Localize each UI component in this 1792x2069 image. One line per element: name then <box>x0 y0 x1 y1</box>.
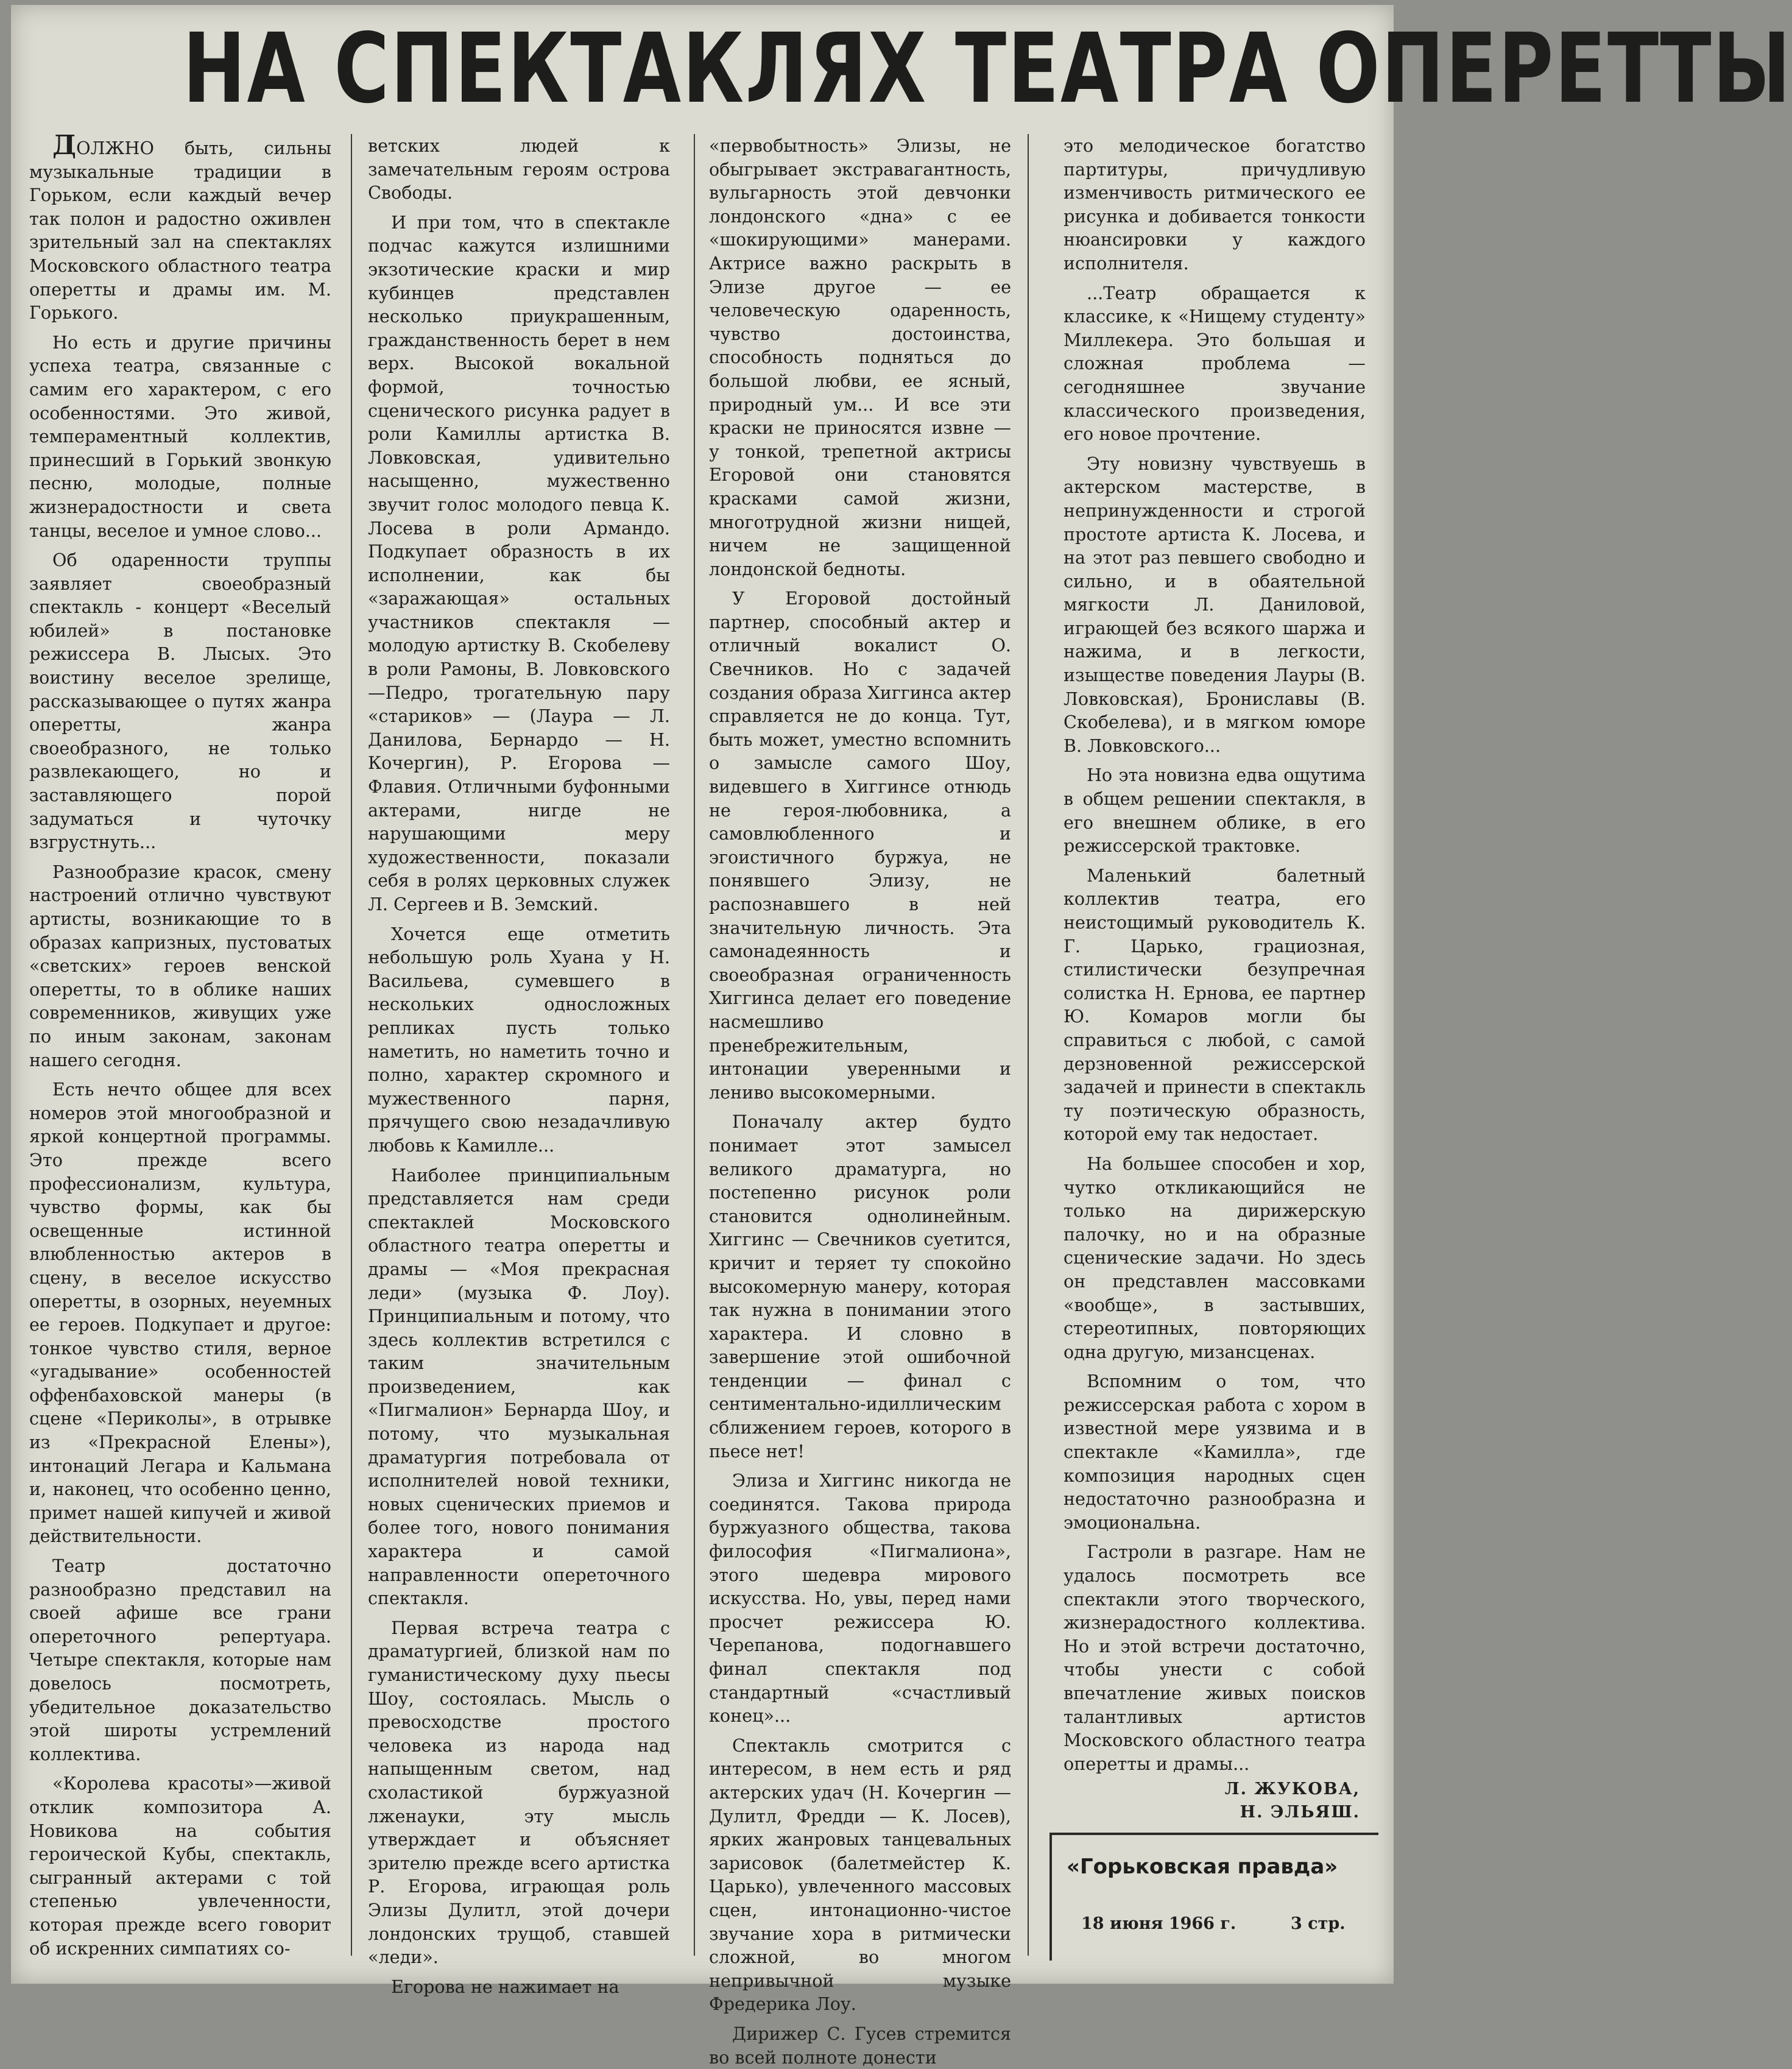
page-number: 3 стр. <box>1291 1914 1346 1933</box>
article-paragraph: Первая встреча театра с драматургией, близкой нам по гуманистическому духу пьесы Шоу, состоялась. Мысль о превосходстве простого человека из народа над напыщенным светом, над схоластикой буржуазной лженауки, эту мысль утверждает и объясняет зрителю прежде всего артистка Р. Егорова, играющая роль Элизы Дулитл, этой дочери лондонских трущоб, ставшей «леди». <box>368 1617 670 1968</box>
article-paragraph: Маленький балетный коллектив театра, его неистощимый руководитель К. Г. Царько, грациозная, стилистически безупречная солистка Н. Ернова, ее партнер Ю. Комаров могли бы справиться с любой, с самой дерзновенной режиссерской задачей и принести в спектакль ту поэтическую образность, которой ему так недостает. <box>1064 865 1366 1145</box>
article-column-3 <box>709 134 1011 2068</box>
article-paragraph: Поначалу актер будто понимает этот замысел великого драматурга, но постепенно рисунок роли становится однолинейным. Хиггинс — Свечников суетится, кричит и теряет ту спокойно высокомерную манеру, которая так нужна в понимании этого характера. И словно в завершение этой ошибочной тенденции — финал с сентиментально-идиллическим сближением героев, которого в пьесе нет! <box>709 1111 1011 1462</box>
article-paragraph: Эту новизну чувствуешь в актерском мастерстве, в непринужденности и строгой простоте артиста К. Лосева, и на этот раз певшего свободно и сильно, и в обаятельной мягкости Л. Даниловой, играющей без всякого шаржа и нажима, и в легкости, изыществе поведения Лауры (В. Ловковская), Брониславы (В. Скобелева), и в мягком юморе В. Ловковского... <box>1064 453 1366 756</box>
source-attribution <box>1049 1833 1378 1961</box>
article-column-4 <box>1064 134 1366 1956</box>
article-paragraph: «первобытность» Элизы, не обыгрывает экстравагантность, вульгарность этой девчонки лондонского «дна» с ее «шокирующими» манерами. Актрисе важно раскрыть в Элизе другое — ее человеческую одаренность, чувство достоинства, способность подняться до большой любви, ее ясный, природный ум... И все эти краски не приносятся извне — у тонкой, трепетной актрисы Егоровой они становятся красками самой жизни, многотрудной жизни нищей, ничем не защищенной лондонской бедноты. <box>709 135 1011 579</box>
newspaper-clipping <box>11 5 1792 2068</box>
article-paragraph: Но эта новизна едва ощутима в общем решении спектакля, в его внешнем облике, в его режиссерской трактовке. <box>1064 765 1366 857</box>
article-paragraph: У Егоровой достойный партнер, способный актер и отличный вокалист О. Свечников. Но с задачей создания образа Хиггинса актер справляется не до конца. Тут, быть может, уместно вспомнить о замысле самого Шоу, видевшего в Хиггинсе отнюдь не героя-любовника, а самовлюбленного и эгоистичного буржуа, не понявшего Элизу, не распознавшего в ней значительную личность. Эта самонадеянность и своеобразная ограниченность Хиггинса делает его поведение насмешливо пренебрежительным, интонации уверенными и лениво высокомерными. <box>709 588 1011 1103</box>
article-paragraph: Дирижер С. Гусев стремится во всей полноте донести <box>709 2023 1011 2068</box>
author-name: Н. ЭЛЬЯШ. <box>1240 1803 1360 1822</box>
column-rule <box>1028 134 1029 1956</box>
article-paragraph: Элиза и Хиггинс никогда не соединятся. Такова природа буржуазного общества, такова философия «Пигмалиона», этого шедевра мирового искусства. Но, увы, перед нами просчет режиссера Ю. Черепанова, подогнавшего финал спектакля под стандартный «счастливый конец»... <box>709 1470 1011 1727</box>
article-paragraph: Гастроли в разгаре. Нам не удалось посмотреть все спектакли этого творческого, жизнерадостного коллектива. Но и этой встречи достаточно, чтобы унести с собой впечатление живых поисков талантливых артистов Московского областного театра оперетты и драмы... <box>1064 1541 1366 1774</box>
article-paragraph: Спектакль смотрится с интересом, в нем есть и ряд актерских удач (Н. Кочергин — Дулитл, Фредди — К. Лосев), ярких жанровых танцевальных зарисовок (балетмейстер К. Царько), увлеченного массовых сцен, интонационно-чистое звучание хора в ритмически сложной, во многом непривычной музыке Фредерика Лоу. <box>709 1735 1011 2015</box>
article-paragraph: Есть нечто общее для всех номеров этой многообразной и яркой концертной программы. Это прежде всего профессионализм, культура, чувство формы, как бы освещенные истинной влюбленностью актеров в сцену, в веселое искусство оперетты, в озорных, неуемных ее героев. Подкупает и другое: тонкое чувство стиля, верное «угадывание» особенностей оффенбаховской манеры (в сцене «Периколы», в отрывке из «Прекрасной Елены»), интонаций Легара и Кальмана и, наконец, что особенно ценно, примет нашей кипучей и живой действительности. <box>29 1079 331 1547</box>
newspaper-name: «Горьковская правда» <box>1067 1855 1338 1879</box>
article-paragraph: ...Театр обращается к классике, к «Нищему студенту» Миллекера. Это большая и сложная проблема — сегодняшнее звучание классического произведения, его новое прочтение. <box>1064 282 1366 445</box>
article-paragraph: «Королева красоты»—живой отклик композитора А. Новикова на события героической Кубы, спектакль, сыгранный актерами с той степенью увлеченности, которая прежде всего говорит об искренних симпатиях со- <box>29 1773 331 1959</box>
article-paragraph: И при том, что в спектакле подчас кажутся излишними экзотические краски и мир кубинцев представлен несколько приукрашенным, гражданственность берет в нем верх. Высокой вокальной формой, точностью сценического рисунка радует в роли Камиллы артистка В. Ловковская, удивительно насыщенно, мужественно звучит голос молодого певца К. Лосева в роли Армандо. Подкупает образность в их исполнении, как бы «заражающая» остальных участников спектакля — молодую артистку В. Скобелеву в роли Рамоны, В. Ловковского—Педро, трогательную пару «стариков» — (Лаура — Л. Данилова, Бернардо — Н. Кочергин), Р. Егорова — Флавия. Отличными буфонными актерами, нигде не нарушающими меру художественности, показали себя в ролях церковных служек Л. Сергеев и В. Земский. <box>368 211 670 914</box>
article-paragraph: Егорова не нажимает на <box>391 1976 619 1997</box>
article-paragraph: Разнообразие красок, смену настроений отлично чувствуют артисты, возникающие то в образах капризных, пустоватых «светских» героев венской оперетты, то в облике наших современников, живущих уже по иным законам, законам нашего сегодня. <box>29 861 331 1070</box>
article-paragraph: Но есть и другие причины успеха театра, связанные с самим его характером, с его особенностями. Это живой, темпераментный коллектив, принесший в Горький звонкую песню, молодые, полные жизнерадостности и света танцы, веселое и умное слово... <box>29 331 331 541</box>
article-paragraph: ДОЛЖНО быть, сильны музыкальные традиции в Горьком, если каждый вечер так полон и радостно оживлен зрительный зал на спектаклях Московского областного театра оперетты и драмы им. М. Горького. <box>29 130 331 324</box>
article-paragraph: Театр достаточно разнообразно представил на своей афише все грани опереточного репертуара. Четыре спектакля, которые нам довелось посмотреть, убедительное доказательство этой широты устремлений коллектива. <box>29 1555 331 1764</box>
author-name: Л. ЖУКОВА, <box>1224 1780 1360 1798</box>
article-column-1 <box>29 130 331 1959</box>
article-paragraph: На большее способен и хор, чутко откликающийся не только на дирижерскую палочку, но и на образные сценические задачи. Но здесь он представлен массовками «вообще», в застывших, стереотипных, повторяющих одна другую, мизансценах. <box>1064 1153 1366 1362</box>
article-paragraph: Хочется еще отметить небольшую роль Хуана у Н. Васильева, сумевшего в нескольких односложных репликах пусть только наметить, но наметить точно и полно, характер скромного и мужественного парня, прячущего свою незадачливую любовь к Камилле... <box>368 923 670 1156</box>
column-rule <box>351 134 352 1956</box>
article-paragraph: Об одаренности труппы заявляет своеобразный спектакль - концерт «Веселый юбилей» в постановке режиссера В. Лысых. Это воистину веселое зрелище, рассказывающее о путях жанра оперетты, жанра своеобразного, не только развлекающего, но и заставляющего порой задуматься и чуточку взгрустнуть... <box>29 550 331 853</box>
article-paragraph: ветских людей к замечательным героям острова Свободы. <box>368 135 670 203</box>
article-column-2 <box>368 134 670 1997</box>
publication-date: 18 июня 1966 г. <box>1081 1914 1236 1933</box>
article-paragraph: Вспомним о том, что режиссерская работа с хором в известной мере уязвима и в спектакле «Камилла», где композиция народных сцен недостаточно разнообразна и эмоциональна. <box>1064 1371 1366 1533</box>
author-signature <box>1211 1778 1360 1824</box>
column-rule <box>694 134 695 1956</box>
article-paragraph: это мелодическое богатство партитуры, причудливую изменчивость ритмического ее рисунка и добивается тонкости нюансировки у каждого исполнителя. <box>1064 135 1366 274</box>
article-paragraph: Наиболее принципиальным представляется нам среди спектаклей Московского областного театра оперетты и драмы — «Моя прекрасная леди» (музыка Ф. Лоу). Принципиальным и потому, что здесь коллектив встретился с таким значительным произведением, как «Пигмалион» Бернарда Шоу, и потому, что музыкальная драматургия потребовала от исполнителей новой техники, новых сценических приемов и более того, нового понимания характера и самой направленности опереточного спектакля. <box>368 1164 670 1609</box>
headline: НА СПЕКТАКЛЯХ ТЕАТРА ОПЕРЕТТЫ <box>183 13 1792 125</box>
